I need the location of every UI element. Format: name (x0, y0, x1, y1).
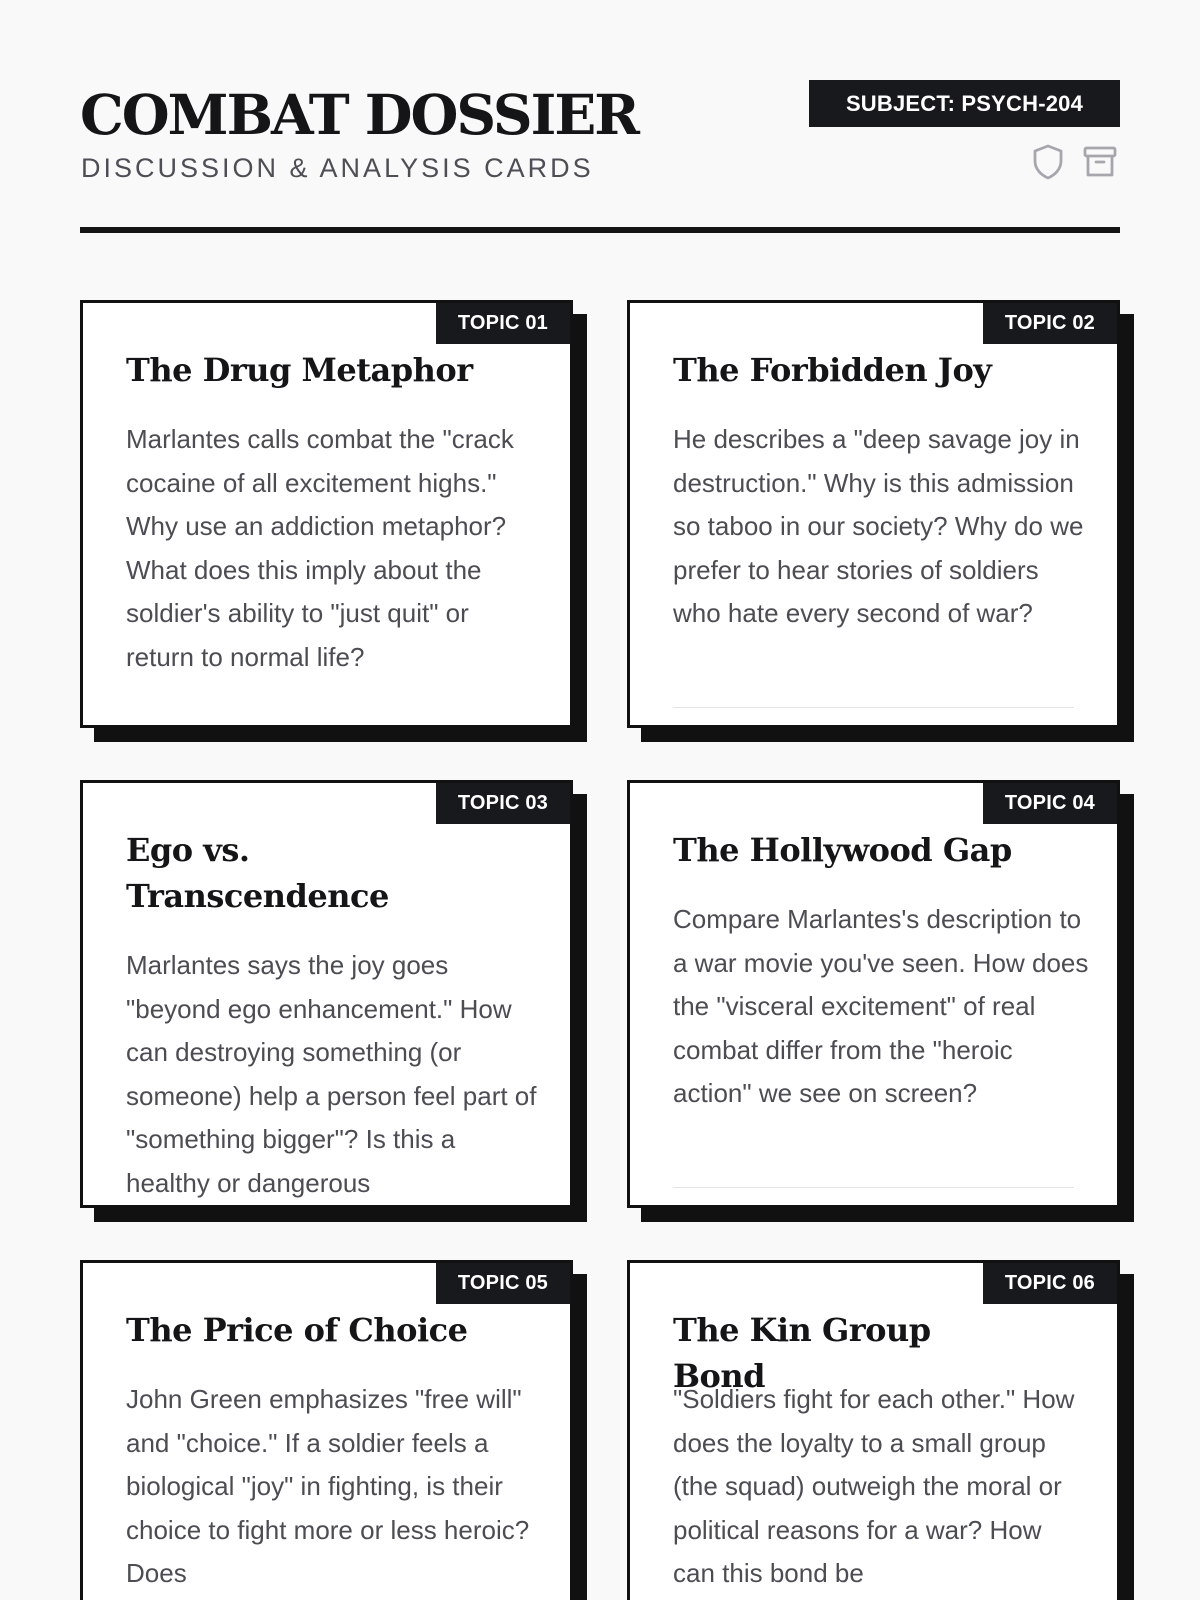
card-title: The Forbidden Joy (673, 351, 992, 389)
archive-icon (1080, 142, 1120, 182)
page-subtitle: DISCUSSION & ANALYSIS CARDS (81, 153, 594, 183)
topic-badge: TOPIC 05 (436, 1263, 570, 1304)
topic-badge: TOPIC 03 (436, 783, 570, 824)
topic-card-03 (80, 780, 573, 1208)
header-divider (80, 227, 1120, 233)
card-question: Compare Marlantes's description to a war movie you've seen. How does the "visceral excitement" of real combat differ from the "heroic action" we see on screen? (673, 904, 1089, 1108)
card-title: The Hollywood Gap (673, 831, 1012, 869)
topic-card-01 (80, 300, 573, 728)
shield-icon (1028, 142, 1068, 182)
topic-card-02 (627, 300, 1120, 728)
card-question: John Green emphasizes "free will" and "choice." If a soldier feels a biological "joy" in fighting, is their choice to fight more or less heroic? Does (126, 1384, 530, 1588)
card-title: The Price of Choice (126, 1311, 468, 1349)
subject-badge: SUBJECT: PSYCH-204 (809, 80, 1120, 127)
topic-badge: TOPIC 06 (983, 1263, 1117, 1304)
topic-card-06 (627, 1260, 1120, 1600)
page-header (80, 80, 1120, 234)
card-divider (673, 1187, 1074, 1188)
card-title: The Kin Group Bond (673, 1311, 931, 1395)
topic-card-05 (80, 1260, 573, 1600)
page-title: COMBAT DOSSIER (80, 82, 638, 147)
card-question: Marlantes calls combat the "crack cocaine of all excitement highs." Why use an addiction metaphor? What does this imply about the soldier's ability to "just quit" or return to normal life? (126, 424, 514, 672)
topic-card-04 (627, 780, 1120, 1208)
card-question: Marlantes says the joy goes "beyond ego enhancement." How can destroying something (or someone) help a person feel part of "something bigger"? Is this a healthy or dangerous (126, 950, 537, 1198)
card-question: He describes a "deep savage joy in destruction." Why is this admission so taboo in our society? Why do we prefer to hear stories of soldiers who hate every second of war? (673, 424, 1084, 628)
card-title: Ego vs. Transcendence (126, 831, 389, 915)
topic-badge: TOPIC 04 (983, 783, 1117, 824)
topic-badge: TOPIC 01 (436, 303, 570, 344)
card-question: "Soldiers fight for each other." How does the loyalty to a small group (the squad) outweigh the moral or political reasons for a war? How can this bond be (673, 1384, 1075, 1588)
card-title: The Drug Metaphor (126, 351, 473, 389)
topic-badge: TOPIC 02 (983, 303, 1117, 344)
header-icon-group (1028, 142, 1120, 182)
card-divider (673, 707, 1074, 708)
